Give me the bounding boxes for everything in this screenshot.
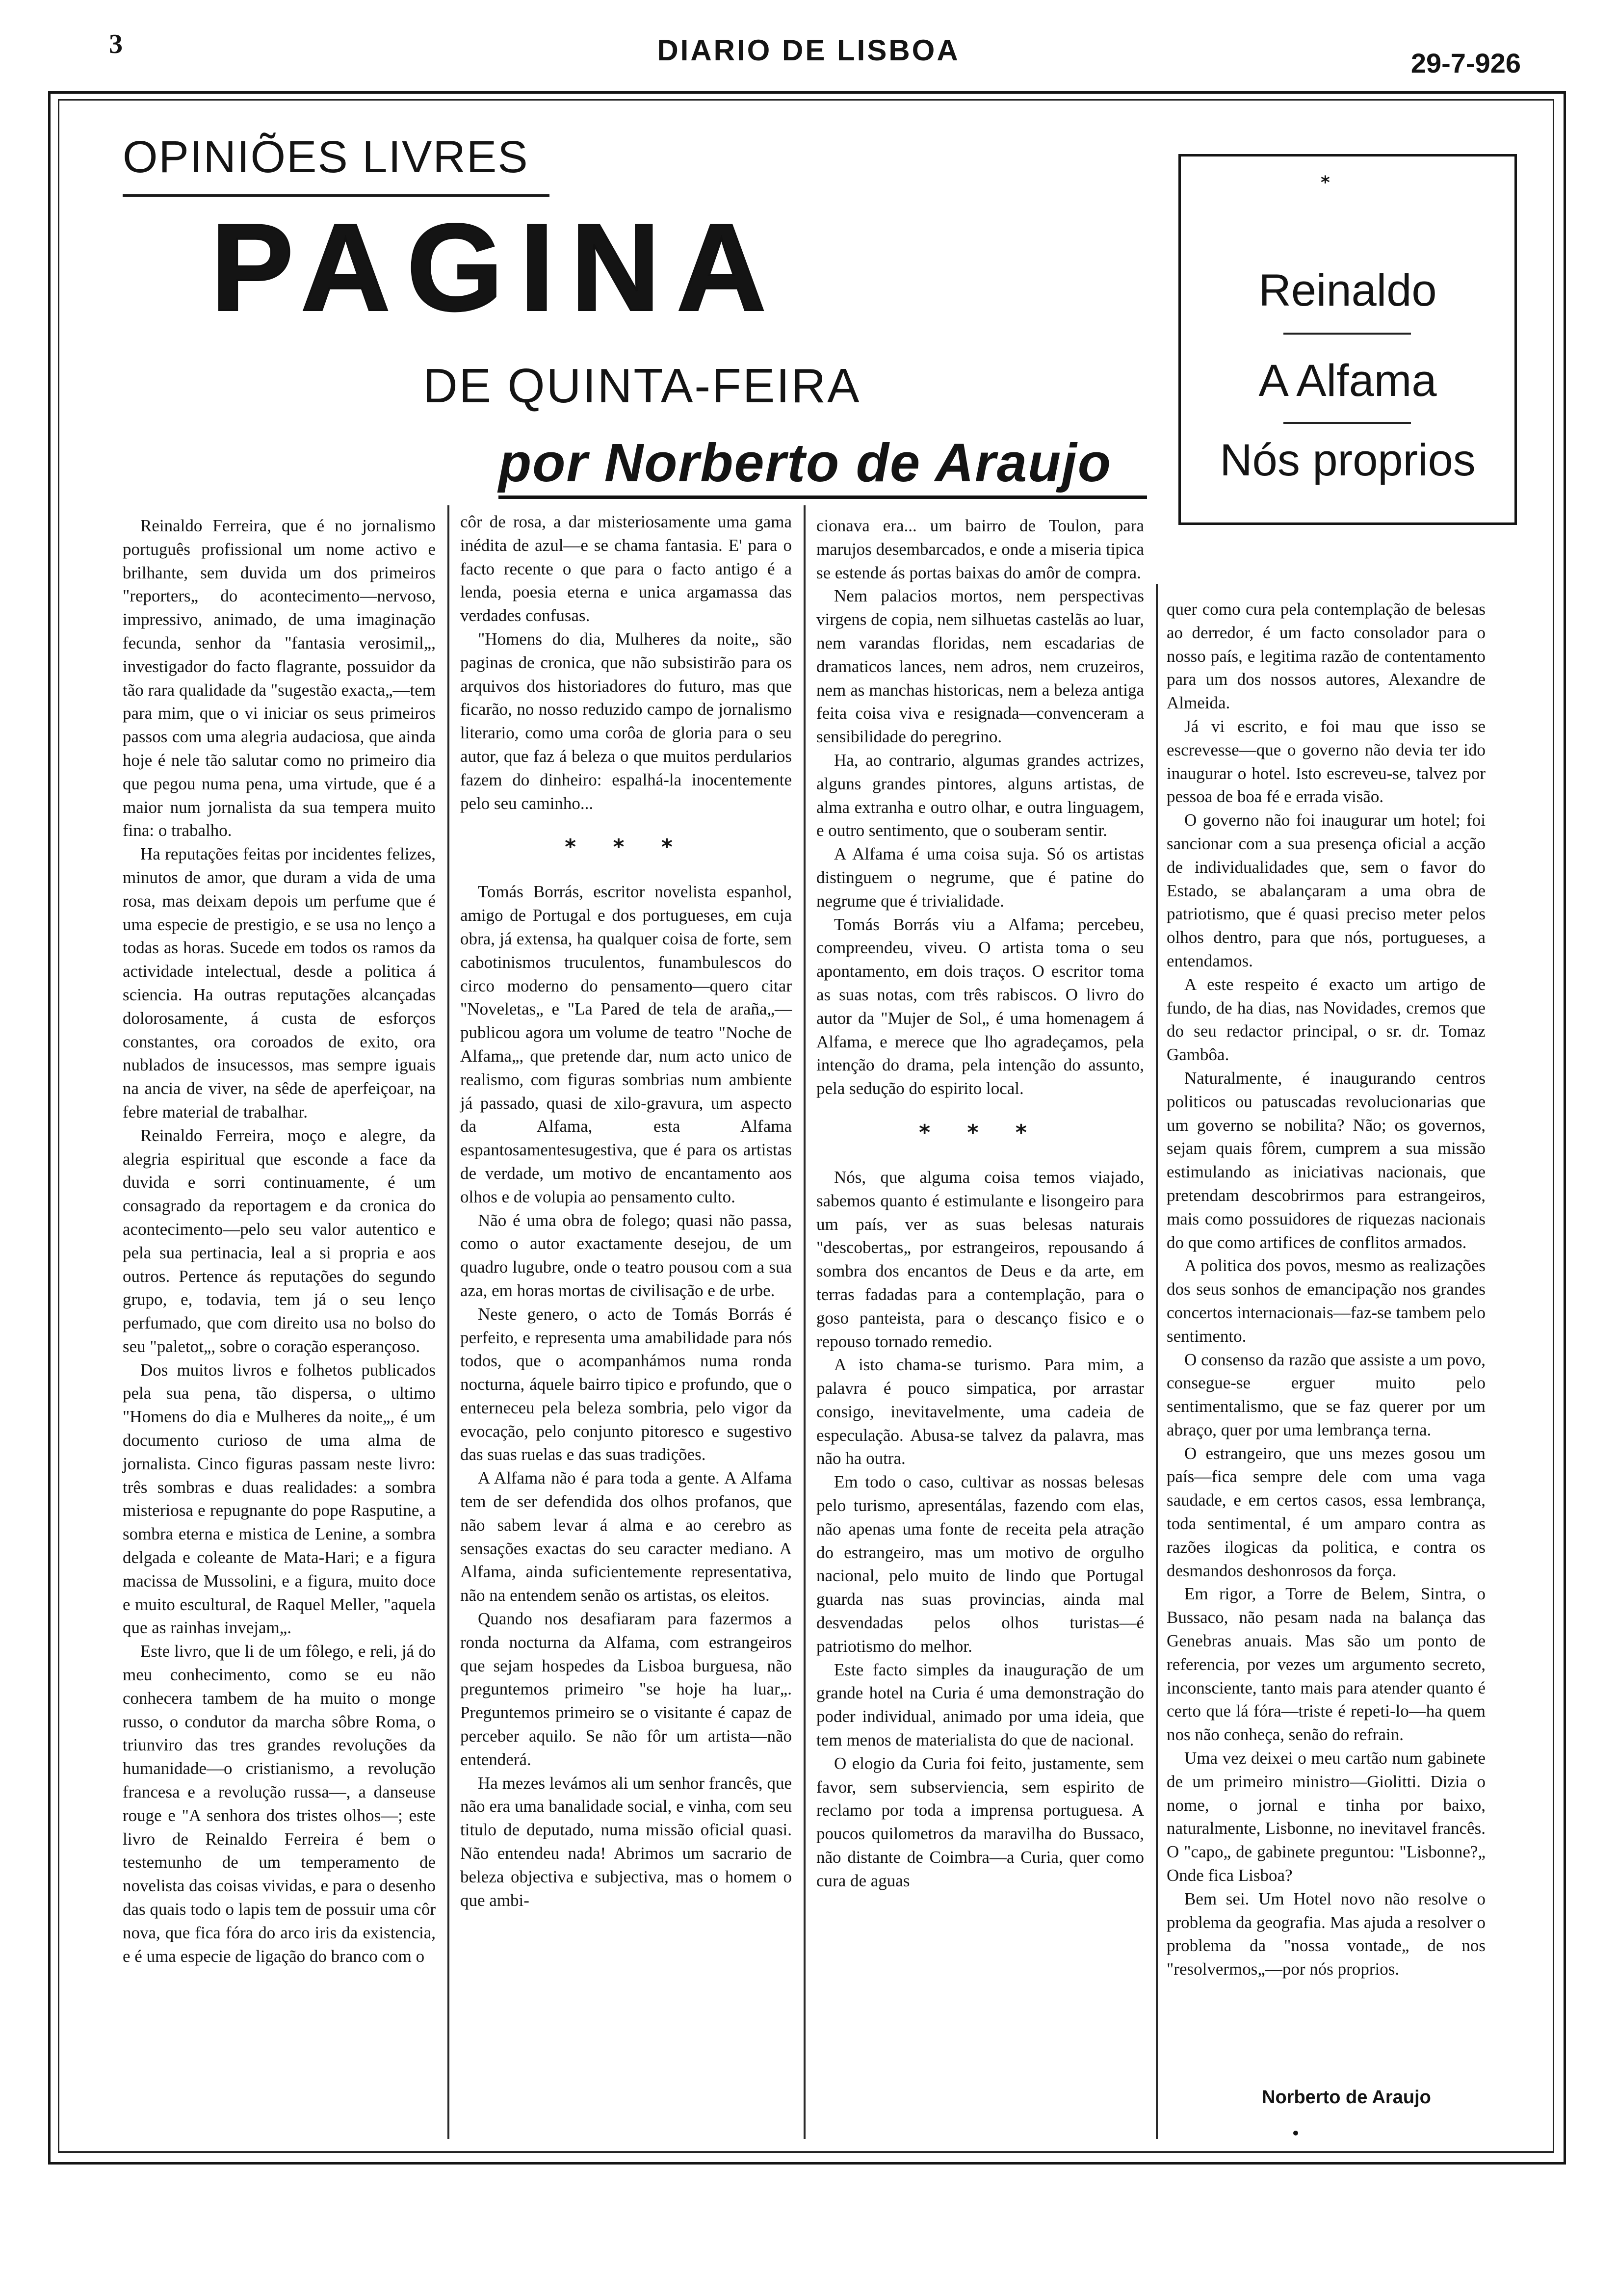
paragraph: côr de rosa, a dar misteriosamente uma gama inédita de azul—e se chama fantasia. E' para o facto recente o que para o facto antigo é a lenda, poesia eterna e unica argamassa das verdades confusas. [460, 512, 792, 626]
paragraph: Já vi escrito, e foi mau que isso se escrevesse—que o governo não devia ter ido inaugurar o hotel. Isto escreveu-se, talvez por pessoa de boa fé e errada visão. [1167, 716, 1486, 807]
summary-item-reinaldo: Reinaldo [1258, 265, 1437, 315]
paragraph: O governo não foi inaugurar um hotel; foi sancionar com a sua presença oficial a acção de individualidades que, sem o favor do Estado, se abalançaram a uma obra de patriotismo, que é quasi preciso meter pelos olhos dentro, para que nós, portugueses, a entendamos. [1167, 810, 1486, 970]
paragraph: A Alfama é uma coisa suja. Só os artistas distinguem o negrume, que é patine do negrume que é trivialidade. [816, 844, 1144, 911]
paragraph: Reinaldo Ferreira, que é no jornalismo português profissional um nome activo e brilhante, sem duvida um dos primeiros "reporters„ do acontecimento—nervoso, impressivo, animado, de uma imaginação fecunda, senhor da "fantasia verosimil„, investigador do facto flagrante, possuidor da tão rara qualidade da "sugestão exacta„—tem para mim, que o vi iniciar os seus primeiros passos com uma alegria audaciosa, que ainda hoje é nele tão salutar como no primeiro dia que pegou numa pena, uma virtude, que é a maior num jornalista da sua tempera muito fina: o trabalho. [123, 516, 436, 840]
paragraph: Uma vez deixei o meu cartão num gabinete de um primeiro ministro—Giolitti. Dizia o nome, o jornal e tinha por baixo, naturalmente, Lisbonne, no inevitavel francês. O "capo„ de gabinete preguntou: "Lisbonne?„ Onde fica Lisboa? [1167, 1748, 1486, 1885]
paragraph: O elogio da Curia foi feito, justamente, sem favor, sem subserviencia, sem espirito de reclamo por toda a imprensa portuguesa. A poucos quilometros da maravilha do Bussaco, não distante de Coimbra—a Curia, quer como cura de aguas [816, 1753, 1144, 1890]
summary-star-mark: * [1321, 173, 1330, 193]
column-rule [804, 505, 806, 2139]
issue-date: 29-7-926 [1410, 48, 1521, 78]
page-number: 3 [109, 29, 123, 59]
paragraph: Tomás Borrás, escritor novelista espanhol, amigo de Portugal e dos portugueses, em cuja obra, já extensa, ha qualquer coisa de forte, sem cabotinismos truculentos, funambulescos do circo moderno do pensamento—quero citar "Noveletas„ e "La Pared de tela de araña„—publicou agora um volume de teatro "Noche de Alfama„, que pretende dar, num acto unico de realismo, com figuras sombrias num ambiente já passado, quasi de xilo-gravura, um aspecto da Alfama, esta Alfama espantosamentesugestiva, que é para os artistas de verdade, um motivo de encantamento aos olhos e de volupia ao pensamento culto. [460, 882, 792, 1206]
paragraph: Não é uma obra de folego; quasi não passa, como o autor exactamente desejou, de um quadro lugubre, onde o teatro pousou com a sua aza, em horas mortas de civilisação e de urbe. [460, 1210, 792, 1300]
paragraph: Em todo o caso, cultivar as nossas belesas pelo turismo, apresentálas, fazendo com elas, não apenas uma fonte de receita pela atração do estrangeiro, mas um motivo de orgulho nacional, pelo muito de lindo que Portugal guarda nas suas provincias, ainda mal desvendadas pelos olhos turistas—é patriotismo do melhor. [816, 1472, 1144, 1656]
paragraph: Neste genero, o acto de Tomás Borrás é perfeito, e representa uma amabilidade para nós todos, que o acompanhámos numa ronda nocturna, áquele bairro tipico e profundo, que o enterneceu pela beleza sombria, pelo vigor da evocação, pelo conjunto pitoresco e sugestivo das suas ruelas e das suas tradições. [460, 1304, 792, 1464]
headline-title: PAGINA [211, 199, 783, 337]
end-mark: • [1291, 2125, 1300, 2141]
summary-divider [1283, 422, 1411, 424]
byline: por Norberto de Araujo [498, 433, 1112, 493]
article-column-4 [1167, 598, 1486, 1981]
paragraph: Este facto simples da inauguração de um grande hotel na Curia é uma demonstração do poder individual, animado por uma ideia, que tem menos de materialista do que de nacional. [816, 1660, 1144, 1750]
article-column-1 [123, 514, 436, 1968]
paragraph: Em rigor, a Torre de Belem, Sintra, o Bussaco, não pesam nada na balança das Genebras anuais. Mas são um ponto de referencia, por vezes um argumento secreto, inconsciente, tanto mais para atender quanto é certo que lá fóra—triste é repeti-lo—ha quem nos não conheça, senão do refrain. [1167, 1584, 1486, 1745]
paragraph: Ha, ao contrario, algumas grandes actrizes, alguns grandes pintores, alguns artistas, de alma extranha e outro olhar, e outra linguagem, e outro sentimento, que o souberam sentir. [816, 750, 1144, 840]
paragraph: A este respeito é exacto um artigo de fundo, de ha dias, nas Novidades, cremos que do seu redactor principal, o sr. dr. Tomaz Gambôa. [1167, 974, 1486, 1065]
column-rule [1156, 584, 1158, 2139]
paragraph: quer como cura pela contemplação de belesas ao derredor, é um facto consolador para o nosso país, e legitima razão de contentamento para um dos nossos autores, Alexandre de Almeida. [1167, 600, 1486, 713]
newspaper-name: DIARIO DE LISBOA [657, 34, 960, 67]
paragraph: O consenso da razão que assiste a um povo, consegue-se erguer muito pelo sentimentalismo, que se faz querer por um abraço, quer por uma lembrança terna. [1167, 1350, 1486, 1439]
paragraph: Reinaldo Ferreira, moço e alegre, da alegria espiritual que esconde a face da duvida e sorri continuamente, é um consagrado da reportagem e da cronica do acontecimento—pelo seu valor autentico e pela sua pertinacia, leal a si propria e aos outros. Pertence ás reputações do segundo grupo, e, todavia, tem já o seu lenço perfumado, que com direito usa no bolso do seu "paletot„, sobre o coração esperançoso. [123, 1125, 436, 1356]
article-column-3 [816, 514, 1144, 1893]
summary-item-alfama: A Alfama [1258, 356, 1437, 406]
paragraph: Quando nos desafiaram para fazermos a ronda nocturna da Alfama, com estrangeiros que sejam hospedes da Lisboa burguesa, não preguntemos primeiro "se hoje ha luar„. Preguntemos primeiro se o visitante é capaz de perceber aquilo. Se não fôr um artista—não entenderá. [460, 1609, 792, 1769]
section-separator-stars: * * * [919, 1120, 1042, 1145]
paragraph: Ha reputações feitas por incidentes felizes, minutos de amor, que duram a vida de uma rosa, mas deixam depois um perfume que é uma especie de prestigio, e se usa no lenço a todas as horas. Sucede em todos os ramos da actividade intelectual, desde a politica á sciencia. Ha outras reputações alcançadas dolorosamente, á custa de esforços constantes, ora coroados de exito, ora nublados de insucessos, mas sempre iguais na ancia de viver, na sêde de aperfeiçoar, na febre material de trabalhar. [123, 844, 436, 1122]
paragraph: Bem sei. Um Hotel novo não resolve o problema da geografia. Mas ajuda a resolver o problema da "nossa vontade„ de nos "resolvermos„—por nós proprios. [1167, 1889, 1486, 1979]
paragraph: Nem palacios mortos, nem perspectivas virgens de copia, nem silhuetas castelãs ao luar, nem varandas floridas, nem escadarias de dramaticos lances, nem adros, nem cruzeiros, nem as manchas historicas, nem a beleza antiga feita coisa viva e resignada—convenceram a sensibilidade do peregrino. [816, 586, 1144, 747]
paragraph: A isto chama-se turismo. Para mim, a palavra é pouco simpatica, por arrastar consigo, inevitavelmente, uma cadeia de especulação. Abusa-se talvez da palavra, mas não ha outra. [816, 1355, 1144, 1468]
paragraph: cionava era... um bairro de Toulon, para marujos desembarcados, e onde a miseria tipica se estende ás portas baixas do amôr de compra. [816, 516, 1144, 582]
headline-subtitle: DE QUINTA-FEIRA [423, 359, 861, 413]
author-signature: Norberto de Araujo [1262, 2087, 1431, 2108]
section-separator-stars: * * * [565, 835, 687, 860]
paragraph: Dos muitos livros e folhetos publicados pela sua pena, tão dispersa, o ultimo "Homens do dia e Mulheres da noite„, é um documento curioso de uma alma de jornalista. Cinco figuras passam neste livro: três sombras e duas realidades: a sombra misteriosa e repugnante do pope Rasputine, a sombra eterna e mistica de Lenine, a sombra delgada e coleante de Mata-Hari; e a figura macissa de Mussolini, e a figura, muito doce e muito escultural, de Raquel Meller, "aquela que as rainhas invejam„. [123, 1360, 436, 1638]
section-kicker: OPINIÕES LIVRES [123, 132, 529, 182]
byline-underline [498, 496, 1147, 499]
column-rule [447, 505, 449, 2139]
paragraph: "Homens do dia, Mulheres da noite„ são paginas de cronica, que não subsistirão para os arquivos dos historiadores do futuro, mas que ficarão, no nosso reduzido campo de jornalismo literario, como uma corôa de gloria para o seu autor, que faz á beleza o que muitos perdularios fazem do dinheiro: espalhá-la inocentemente pelo seu caminho... [460, 629, 792, 813]
paragraph: Ha mezes levámos ali um senhor francês, que não era uma banalidade social, e vinha, com seu titulo de deputado, numa missão oficial quasi. Não entendeu nada! Abrimos um sacrario de beleza objectiva e subjectiva, mas o homem o que ambi- [460, 1773, 792, 1910]
paragraph: A Alfama não é para toda a gente. A Alfama tem de ser defendida dos olhos profanos, que não sabem levar á alma e ao cerebro as sensações exactas do seu caracter mediano. A Alfama, ainda suficientemente representativa, não na entendem senão os artistas, os eleitos. [460, 1468, 792, 1605]
summary-divider [1283, 333, 1411, 335]
paragraph: O estrangeiro, que uns mezes gosou um país—fica sempre dele com uma vaga saudade, e em certos casos, essa lembrança, toda sentimental, é um amparo contra as razões ilogicas da politica, e contra os desmandos deshonrosos da força. [1167, 1443, 1486, 1580]
paragraph: Naturalmente, é inaugurando centros politicos ou patuscadas revolucionarias que um governo se nobilita? Não; os governos, sejam quais fôrem, cumprem a sua missão estimulando as iniciativas nacionais, que pretendam descobrirmos para estrangeiros, mais como possuidores de riquezas nacionais do que como artifices de conflitos armados. [1167, 1068, 1486, 1252]
article-column-2 [460, 510, 792, 1912]
summary-item-nos-proprios: Nós proprios [1220, 435, 1476, 485]
paragraph: Tomás Borrás viu a Alfama; percebeu, compreendeu, viveu. O artista toma o seu apontamento, em dois traços. O escritor toma as suas notas, com três rabiscos. O livro do autor da "Mujer de Sol„ é uma homenagem á Alfama, e merece que lho agradeçamos, pela intenção do drama, pela intenção do assunto, pela sedução do espirito local. [816, 914, 1144, 1098]
kicker-underline [123, 194, 549, 197]
paragraph: Este livro, que li de um fôlego, e reli, já do meu conhecimento, como se eu não conhecera tambem de ha muito o monge russo, o condutor da marcha sôbre Roma, o triunviro das tres grandes revoluções da humanidade—o cristianismo, a revolução francesa e a revolução russa—, a danseuse rouge e "A senhora dos tristes olhos—; este livro de Reinaldo Ferreira é bem o testemunho de um temperamento de novelista das coisas vividas, e para o desenho das quais todo o lapis tem de possuir uma côr nova, que fica fóra do arco iris da existencia, e é uma especie de ligação do branco com o [123, 1642, 436, 1966]
paragraph: Nós, que alguma coisa temos viajado, sabemos quanto é estimulante e lisongeiro para um país, ver as suas belesas naturais "descobertas„ por estrangeiros, repousando á sombra dos encantos de Deus e da arte, em terras fadadas para a contemplação, para o goso panteista, para o descanço fisico e o repouso tornado remedio. [816, 1167, 1144, 1351]
paragraph: A politica dos povos, mesmo as realizações dos seus sonhos de emancipação nos grandes concertos internacionais—faz-se tambem pelo sentimento. [1167, 1256, 1486, 1346]
